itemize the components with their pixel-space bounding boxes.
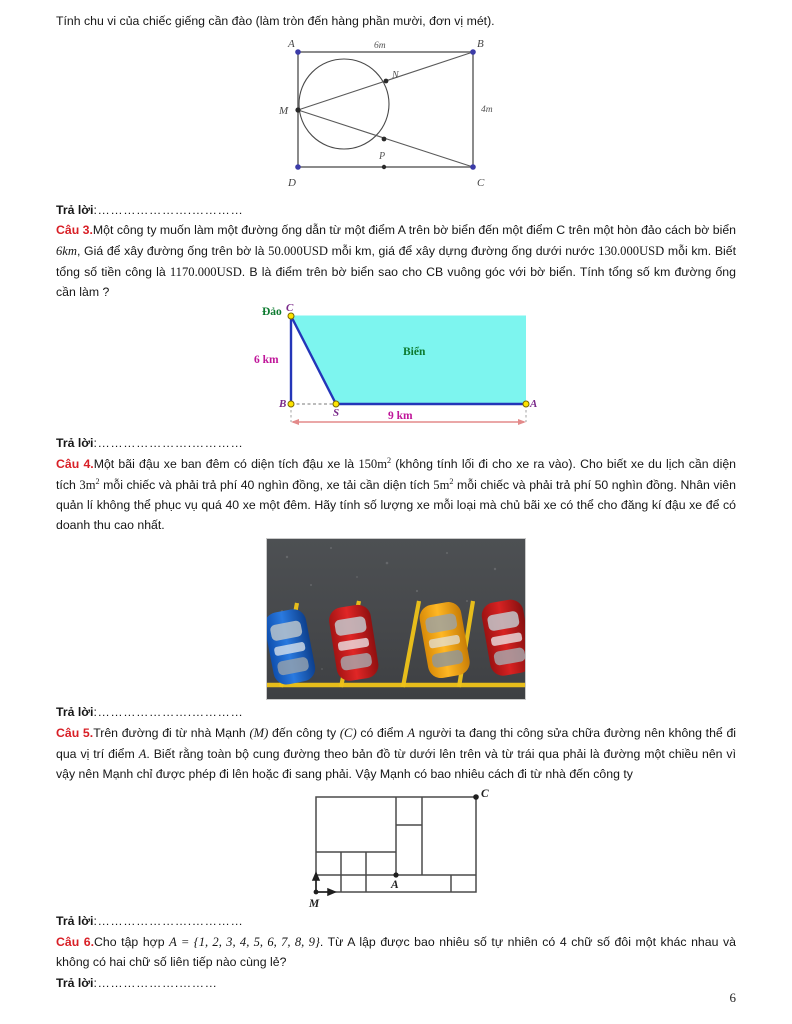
figure-sea-wrapper (56, 304, 736, 431)
question-3-label: Câu 3. (56, 222, 93, 237)
q5-m-paren: (M) (249, 726, 269, 741)
figure-grid-wrapper (56, 787, 736, 909)
svg-text:C: C (481, 787, 489, 800)
svg-text:6 km: 6 km (254, 354, 279, 367)
q3-cost-130000: 130.000USD (598, 243, 665, 258)
answer-label-5: Trả lời (56, 975, 94, 990)
question-4-label: Câu 4. (56, 457, 94, 472)
answer-dots-4: :………………….………… (93, 913, 244, 928)
q5-a-point-2: A (138, 746, 147, 761)
svg-text:P: P (379, 150, 386, 162)
answer-line-3 (56, 703, 736, 723)
answer-label-4: Trả lời (56, 913, 94, 928)
question-6-paragraph (56, 932, 736, 973)
q5-text-4: người ta đang thi công sửa chữa đường nên không thể đi qua vị trí điểm (56, 726, 737, 761)
q4-area-150: 150m (358, 457, 387, 472)
rectangle-circle-diagram (266, 34, 526, 199)
question-5-paragraph (56, 723, 736, 785)
q5-text-5: . Biết rằng toàn bộ cung đường theo bản đồ từ dưới lên trên và từ trái qua phải là đường một chiều nên vì vậy nên Mạnh chỉ được phép đi lên hoặc đi sang phải. Vậy Mạnh có bao nhiêu cách đi từ nhà đến công ty (56, 746, 736, 781)
svg-text:S: S (333, 407, 340, 420)
svg-text:4m: 4m (481, 104, 493, 115)
q3-cost-50000: 50.000USD (268, 243, 328, 258)
svg-text:Biển: Biển (403, 346, 426, 359)
answer-line-4 (56, 912, 736, 932)
svg-text:9 km: 9 km (388, 410, 413, 423)
svg-text:C: C (286, 304, 294, 315)
answer-label-1: Trả lời (56, 202, 94, 217)
q6-text-2: . Từ A lập được bao nhiêu số tự nhiên có 4 chữ số đôi một khác nhau và không có hai chữ số liên tiếp nào cùng lẻ? (56, 934, 736, 969)
q5-text-2: đến công ty (268, 726, 340, 741)
svg-text:A: A (288, 37, 295, 50)
answer-line-5 (56, 974, 736, 994)
q3-text-3: mỗi km, giá để xây dựng đường ống dưới nước (327, 243, 599, 258)
question-5-label: Câu 5. (56, 726, 94, 741)
svg-text:6m: 6m (374, 40, 386, 51)
q5-c-paren: (C) (339, 726, 357, 741)
q4-area-3: 3m (79, 478, 96, 493)
q5-text-3: có điểm (356, 726, 408, 741)
q4-text-3: mỗi chiếc và phải trả phí 40 nghìn đồng, xe tải cần diện tích (99, 478, 434, 493)
q4-area-3-exp: 2 (95, 477, 100, 487)
q3-distance-6km: 6km (56, 243, 77, 258)
svg-text:D: D (288, 176, 296, 189)
q4-text-1: Một bãi đậu xe ban đêm có diện tích đậu xe là (93, 457, 359, 472)
answer-dots-2: :………………….………… (93, 436, 244, 451)
answer-dots-3: :………………….………… (93, 705, 244, 720)
question-6-label: Câu 6. (56, 934, 95, 949)
intro-paragraph: Tính chu vi của chiếc giếng cần đào (làm tròn đến hàng phần mười, đơn vị mét). (56, 14, 495, 28)
parking-lot-illustration (267, 539, 525, 699)
figure-rectangle-wrapper (56, 34, 736, 199)
svg-text:N: N (392, 69, 399, 81)
svg-text:M: M (309, 897, 320, 909)
figure-parking-wrapper (56, 538, 736, 700)
svg-text:A: A (391, 878, 399, 891)
street-grid-diagram (296, 787, 496, 909)
q3-text-5: . B là điểm trên bờ biển sao cho CB vuông góc với bờ biển. Tính tổng số km đường ống cần làm ? (56, 264, 736, 299)
q3-cost-total: 1170.000USD (169, 264, 242, 279)
answer-line-2 (56, 434, 736, 454)
svg-text:M: M (279, 104, 289, 117)
question-3-paragraph (56, 221, 736, 303)
sea-island-diagram (251, 304, 541, 431)
q4-area-150-exp: 2 (387, 456, 392, 466)
svg-text:B: B (279, 398, 287, 411)
q4-area-5: 5m (433, 478, 450, 493)
answer-line-1 (56, 201, 736, 221)
svg-text:C: C (477, 176, 485, 189)
parking-lot-photo (266, 538, 526, 700)
q3-text-2: , Giá để xây đường ống trên bờ là (76, 243, 269, 258)
svg-text:B: B (477, 37, 484, 50)
question-4-paragraph (56, 454, 736, 536)
page-number: 6 (729, 990, 736, 1005)
q4-text-2: (không tính lối đi cho xe ra vào). Cho biết xe du lịch cần diện tích (56, 457, 736, 493)
q3-text-4: mỗi km. Biết tổng số tiền công là (56, 243, 737, 279)
svg-text:A: A (530, 398, 538, 411)
q5-a-point: A (407, 726, 416, 741)
answer-label-3: Trả lời (56, 705, 94, 720)
answer-dots-5: :……………….……… (93, 975, 218, 990)
q6-text-1: Cho tập hợp (94, 934, 170, 949)
svg-text:Đảo: Đảo (262, 306, 282, 319)
q3-text-1: Một công ty muốn làm một đường ống dẫn từ một điểm A trên bờ biển đến một điểm C trên một hòn đảo cách bờ biển (92, 222, 736, 237)
answer-label-2: Trả lời (56, 436, 94, 451)
q6-set-definition: A = {1, 2, 3, 4, 5, 6, 7, 8, 9} (169, 934, 320, 949)
q5-text-1: Trên đường đi từ nhà Mạnh (93, 726, 250, 741)
q4-text-4: mỗi chiếc và phải trả phí 50 nghìn đồng. Nhân viên quản lí không thể phục vụ quá 40 xe một đêm. Hãy tính số lượng xe mỗi loại mà chủ bãi xe có thể cho đăng kí đậu xe để có doanh thu cao nhất. (56, 478, 736, 533)
document-content (56, 12, 736, 993)
q4-area-5-exp: 2 (449, 477, 454, 487)
answer-dots-1: :………………….………… (93, 202, 244, 217)
